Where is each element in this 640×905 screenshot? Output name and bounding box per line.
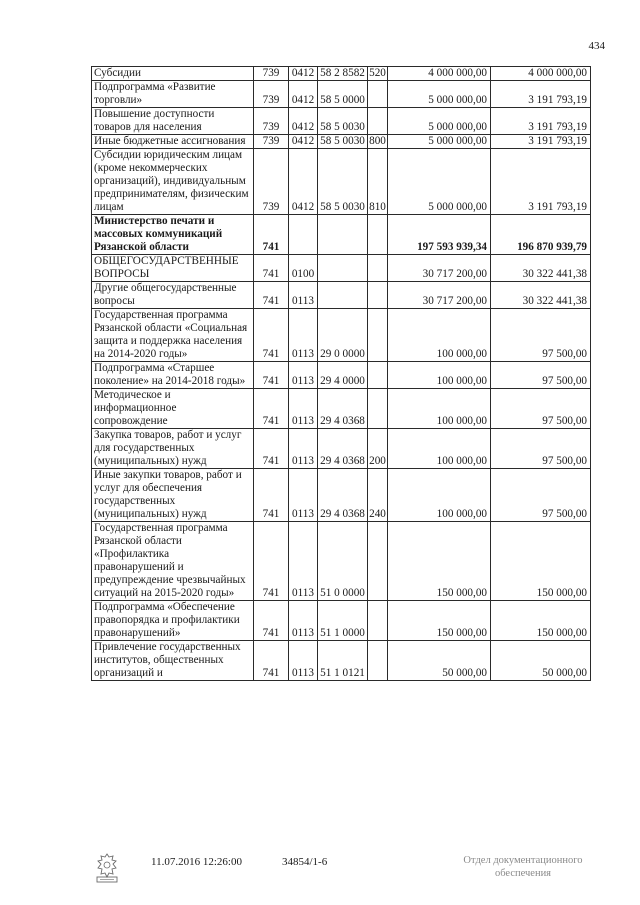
row-ved-cell: 739: [254, 149, 289, 215]
row-name-cell: Иные бюджетные ассигнования: [92, 135, 254, 149]
row-vr-cell: [368, 255, 388, 282]
row-ved-cell: 741: [254, 469, 289, 522]
row-plan-cell: 100 000,00: [388, 389, 491, 429]
table-row: [92, 282, 591, 309]
row-name-cell: Привлечение государственных институтов, общественных организаций и: [92, 641, 254, 681]
row-rzpr-cell: 0113: [289, 429, 318, 469]
row-fact-cell: 97 500,00: [491, 309, 591, 362]
row-vr-cell: 200: [368, 429, 388, 469]
row-vr-cell: [368, 309, 388, 362]
table-row: [92, 469, 591, 522]
page-number: 434: [588, 40, 605, 52]
table-row: [92, 215, 591, 255]
row-ved-cell: 741: [254, 389, 289, 429]
row-fact-cell: 3 191 793,19: [491, 108, 591, 135]
row-csr-cell: [318, 282, 368, 309]
row-ved-cell: 741: [254, 522, 289, 601]
row-fact-cell: 97 500,00: [491, 362, 591, 389]
row-plan-cell: 100 000,00: [388, 309, 491, 362]
row-ved-cell: 739: [254, 108, 289, 135]
row-vr-cell: [368, 641, 388, 681]
row-vr-cell: [368, 215, 388, 255]
row-csr-cell: [318, 215, 368, 255]
coat-of-arms-icon: [92, 852, 122, 884]
row-csr-cell: 29 4 0000: [318, 362, 368, 389]
row-name-cell: Подпрограмма «Обеспечение правопорядка и профилактики правонарушений»: [92, 601, 254, 641]
row-ved-cell: 739: [254, 81, 289, 108]
row-rzpr-cell: 0113: [289, 362, 318, 389]
row-plan-cell: 4 000 000,00: [388, 67, 491, 81]
row-rzpr-cell: 0113: [289, 601, 318, 641]
table-row: [92, 522, 591, 601]
row-rzpr-cell: 0113: [289, 282, 318, 309]
budget-table-body: [92, 67, 591, 681]
table-row: [92, 601, 591, 641]
table-row: [92, 135, 591, 149]
row-csr-cell: 51 1 0121: [318, 641, 368, 681]
row-vr-cell: [368, 389, 388, 429]
row-plan-cell: 30 717 200,00: [388, 282, 491, 309]
row-vr-cell: [368, 601, 388, 641]
row-name-cell: Субсидии юридическим лицам (кроме некоммерческих организаций), индивидуальным предпринимателям, физическим лицам: [92, 149, 254, 215]
row-ved-cell: 739: [254, 67, 289, 81]
row-plan-cell: 100 000,00: [388, 469, 491, 522]
row-name-cell: Иные закупки товаров, работ и услуг для обеспечения государственных (муниципальных) нужд: [92, 469, 254, 522]
row-rzpr-cell: 0412: [289, 135, 318, 149]
row-plan-cell: 150 000,00: [388, 601, 491, 641]
row-fact-cell: 196 870 939,79: [491, 215, 591, 255]
row-csr-cell: 29 0 0000: [318, 309, 368, 362]
row-vr-cell: [368, 362, 388, 389]
row-name-cell: Министерство печати и массовых коммуникаций Рязанской области: [92, 215, 254, 255]
table-row: [92, 255, 591, 282]
stamp-line-2: обеспечения: [494, 868, 552, 879]
row-fact-cell: 97 500,00: [491, 469, 591, 522]
row-csr-cell: 58 2 8582: [318, 67, 368, 81]
table-row: [92, 309, 591, 362]
row-rzpr-cell: 0100: [289, 255, 318, 282]
row-csr-cell: 51 0 0000: [318, 522, 368, 601]
table-row: [92, 67, 591, 81]
row-plan-cell: 50 000,00: [388, 641, 491, 681]
row-name-cell: Подпрограмма «Старшее поколение» на 2014-2018 годы»: [92, 362, 254, 389]
row-csr-cell: 29 4 0368: [318, 429, 368, 469]
row-fact-cell: 97 500,00: [491, 389, 591, 429]
row-vr-cell: 810: [368, 149, 388, 215]
row-vr-cell: [368, 108, 388, 135]
row-plan-cell: 197 593 939,34: [388, 215, 491, 255]
row-plan-cell: 150 000,00: [388, 522, 491, 601]
row-csr-cell: 29 4 0368: [318, 389, 368, 429]
row-fact-cell: 4 000 000,00: [491, 67, 591, 81]
row-ved-cell: 741: [254, 282, 289, 309]
row-csr-cell: 51 1 0000: [318, 601, 368, 641]
row-fact-cell: 3 191 793,19: [491, 81, 591, 108]
row-rzpr-cell: 0412: [289, 67, 318, 81]
row-name-cell: Закупка товаров, работ и услуг для государственных (муниципальных) нужд: [92, 429, 254, 469]
row-ved-cell: 741: [254, 309, 289, 362]
table-row: [92, 81, 591, 108]
row-plan-cell: 5 000 000,00: [388, 81, 491, 108]
row-vr-cell: [368, 282, 388, 309]
row-rzpr-cell: [289, 215, 318, 255]
table-row: [92, 641, 591, 681]
table-row: [92, 149, 591, 215]
row-ved-cell: 741: [254, 601, 289, 641]
row-csr-cell: [318, 255, 368, 282]
row-name-cell: ОБЩЕГОСУДАРСТВЕННЫЕ ВОПРОСЫ: [92, 255, 254, 282]
row-name-cell: Повышение доступности товаров для населения: [92, 108, 254, 135]
row-plan-cell: 5 000 000,00: [388, 135, 491, 149]
row-fact-cell: 30 322 441,38: [491, 282, 591, 309]
row-name-cell: Государственная программа Рязанской области «Профилактика правонарушений и предупреждение чрезвычайных ситуаций на 2015-2020 годы»: [92, 522, 254, 601]
row-ved-cell: 741: [254, 255, 289, 282]
row-fact-cell: 30 322 441,38: [491, 255, 591, 282]
row-name-cell: Субсидии: [92, 67, 254, 81]
row-rzpr-cell: 0113: [289, 641, 318, 681]
row-name-cell: Методическое и информационное сопровождение: [92, 389, 254, 429]
row-plan-cell: 30 717 200,00: [388, 255, 491, 282]
row-ved-cell: 741: [254, 215, 289, 255]
footer-doc-code: 34854/1-6: [282, 856, 328, 868]
table-row: [92, 429, 591, 469]
row-rzpr-cell: 0113: [289, 469, 318, 522]
row-csr-cell: 58 5 0030: [318, 135, 368, 149]
footer-datetime: 11.07.2016 12:26:00: [151, 856, 242, 868]
row-fact-cell: 50 000,00: [491, 641, 591, 681]
row-fact-cell: 3 191 793,19: [491, 135, 591, 149]
row-vr-cell: [368, 81, 388, 108]
row-plan-cell: 5 000 000,00: [388, 149, 491, 215]
stamp-line-1: Отдел документационного: [463, 855, 583, 866]
row-fact-cell: 150 000,00: [491, 522, 591, 601]
table-row: [92, 362, 591, 389]
row-ved-cell: 741: [254, 362, 289, 389]
row-rzpr-cell: 0113: [289, 389, 318, 429]
row-fact-cell: 150 000,00: [491, 601, 591, 641]
row-fact-cell: 3 191 793,19: [491, 149, 591, 215]
row-vr-cell: 800: [369, 135, 386, 147]
table-row: [92, 108, 591, 135]
row-ved-cell: 741: [254, 429, 289, 469]
row-csr-cell: 58 5 0030: [318, 108, 368, 135]
row-csr-cell: 29 4 0368: [318, 469, 368, 522]
row-name-cell: Другие общегосударственные вопросы: [92, 282, 254, 309]
budget-table: [91, 66, 591, 681]
row-rzpr-cell: 0412: [289, 108, 318, 135]
row-rzpr-cell: 0113: [289, 522, 318, 601]
row-ved-cell: 739: [254, 135, 289, 149]
row-plan-cell: 100 000,00: [388, 362, 491, 389]
row-vr-cell: 240: [368, 469, 388, 522]
row-ved-cell: 741: [254, 641, 289, 681]
row-vr-cell: [368, 522, 388, 601]
department-stamp: [443, 854, 603, 880]
row-rzpr-cell: 0113: [289, 309, 318, 362]
row-csr-cell: 58 5 0000: [318, 81, 368, 108]
row-csr-cell: 58 5 0030: [318, 149, 368, 215]
row-name-cell: Государственная программа Рязанской области «Социальная защита и поддержка населения на 2014-2020 годы»: [92, 309, 254, 362]
row-fact-cell: 97 500,00: [491, 429, 591, 469]
row-plan-cell: 100 000,00: [388, 429, 491, 469]
row-name-cell: Подпрограмма «Развитие торговли»: [92, 81, 254, 108]
row-rzpr-cell: 0412: [289, 149, 318, 215]
table-row: [92, 389, 591, 429]
row-vr-cell: 520: [369, 67, 386, 79]
row-rzpr-cell: 0412: [289, 81, 318, 108]
row-plan-cell: 5 000 000,00: [388, 108, 491, 135]
